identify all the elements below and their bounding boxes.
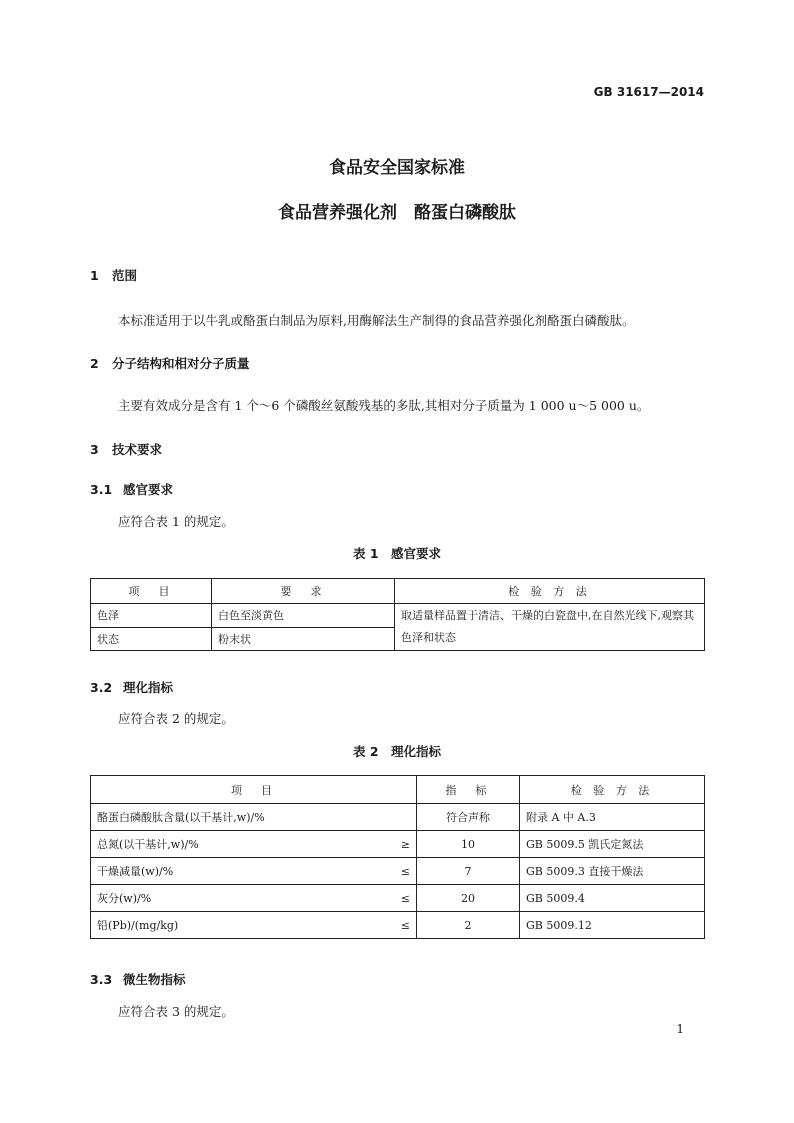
item-label: 干燥减量(w)/% — [97, 865, 174, 878]
section-2-text: 主要有效成分是含有 1 个～6 个磷酸丝氨酸残基的多肽,其相对分子质量为 1 000 u～5 000 u。 — [118, 398, 650, 413]
section-number: 3.3 — [90, 972, 113, 987]
comparison-operator: ≥ — [400, 837, 410, 851]
document-title: 食品安全国家标准 — [329, 158, 465, 178]
method-cell: 取适量样品置于清洁、干燥的白瓷盘中,在自然光线下,观察其色泽和状态 — [395, 604, 705, 651]
section-3-2-text: 应符合表 2 的规定。 — [118, 711, 234, 726]
section-3-3-text: 应符合表 3 的规定。 — [118, 1004, 234, 1019]
item-label: 酪蛋白磷酸肽含量(以干基计,w)/% — [97, 811, 265, 824]
method-cell: GB 5009.5 凯氏定氮法 — [520, 831, 705, 858]
item-cell: 状态 — [91, 627, 212, 651]
section-3-1-text: 应符合表 1 的规定。 — [118, 514, 234, 529]
value-cell: 7 — [417, 858, 520, 885]
requirement-cell: 白色至淡黄色 — [212, 604, 395, 628]
column-header-method: 检 验 方 法 — [395, 579, 705, 604]
standard-number: GB 31617—2014 — [593, 85, 704, 99]
item-cell — [91, 885, 417, 912]
section-2-heading — [90, 354, 250, 372]
item-cell — [91, 912, 417, 939]
column-header-requirement: 要 求 — [212, 579, 395, 604]
value-cell: 10 — [417, 831, 520, 858]
comparison-operator: ≤ — [400, 891, 410, 905]
table-row — [91, 885, 705, 912]
value-cell: 2 — [417, 912, 520, 939]
sensory-requirements-table — [90, 578, 705, 651]
item-label: 总氮(以干基计,w)/% — [97, 838, 199, 851]
section-1-text: 本标准适用于以牛乳或酪蛋白制品为原料,用酶解法生产制得的食品营养强化剂酪蛋白磷酸肽。 — [118, 313, 635, 328]
column-header-indicator: 指 标 — [417, 776, 520, 804]
item-cell — [91, 858, 417, 885]
section-title: 范围 — [112, 268, 138, 283]
requirement-cell: 粉末状 — [212, 627, 395, 651]
item-cell — [91, 804, 417, 831]
column-header-item: 项 目 — [91, 776, 417, 804]
table-row — [91, 604, 705, 628]
value-cell: 符合声称 — [417, 804, 520, 831]
section-3-heading — [90, 440, 162, 458]
item-label: 铅(Pb)/(mg/kg) — [97, 919, 179, 932]
value-cell: 20 — [417, 885, 520, 912]
column-header-method: 检 验 方 法 — [520, 776, 705, 804]
method-cell: 附录 A 中 A.3 — [520, 804, 705, 831]
section-number: 3 — [90, 442, 99, 457]
table-row — [91, 858, 705, 885]
table-row — [91, 912, 705, 939]
section-title: 理化指标 — [123, 680, 174, 695]
section-title: 微生物指标 — [123, 972, 186, 987]
page-number: 1 — [676, 1022, 684, 1036]
table-1-caption: 表 1 感官要求 — [352, 546, 442, 561]
table-2-caption: 表 2 理化指标 — [352, 744, 442, 759]
section-number: 3.1 — [90, 482, 113, 497]
comparison-operator: ≤ — [400, 864, 410, 878]
section-1-heading — [90, 266, 137, 284]
method-cell: GB 5009.3 直接干燥法 — [520, 858, 705, 885]
section-3-3-heading — [90, 970, 186, 988]
section-title: 技术要求 — [112, 442, 163, 457]
comparison-operator: ≤ — [400, 918, 410, 932]
table-row — [91, 804, 705, 831]
column-header-item: 项 目 — [91, 579, 212, 604]
item-label: 灰分(w)/% — [97, 892, 152, 905]
section-3-1-heading — [90, 480, 173, 498]
method-cell: GB 5009.12 — [520, 912, 705, 939]
section-number: 1 — [90, 268, 99, 283]
section-number: 2 — [90, 356, 99, 371]
document-subtitle: 食品营养强化剂 酪蛋白磷酸肽 — [278, 203, 516, 223]
physicochemical-indicators-table — [90, 775, 705, 939]
table-row — [91, 831, 705, 858]
section-title: 感官要求 — [123, 482, 174, 497]
section-number: 3.2 — [90, 680, 113, 695]
item-cell: 色泽 — [91, 604, 212, 628]
method-cell: GB 5009.4 — [520, 885, 705, 912]
section-title: 分子结构和相对分子质量 — [112, 356, 250, 371]
section-3-2-heading — [90, 678, 173, 696]
item-cell — [91, 831, 417, 858]
